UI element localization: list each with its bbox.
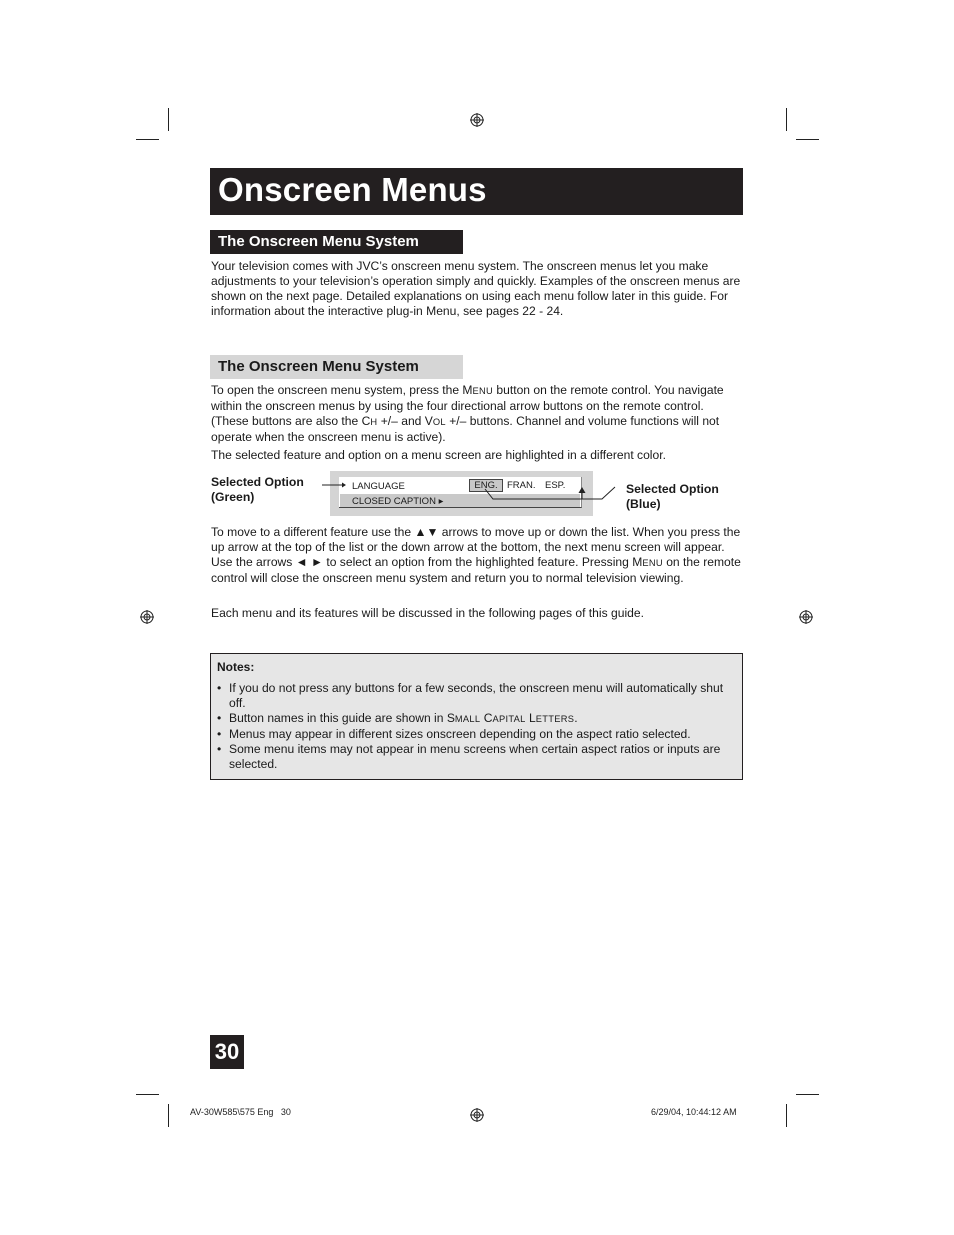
- navigation-paragraph: [211, 525, 743, 586]
- list-item: [217, 711, 729, 727]
- callout-leader-lines: [320, 475, 620, 505]
- notes-list: [217, 681, 729, 772]
- crop-mark: [168, 108, 169, 131]
- crop-mark: [136, 139, 159, 140]
- callout-line: (Blue): [626, 497, 661, 511]
- text-run: APITAL: [492, 714, 526, 724]
- text-run: H: [370, 417, 378, 427]
- crop-mark: [168, 1104, 169, 1127]
- list-item: • Menus may appear in different sizes onscreen depending on the aspect ratio selected.: [217, 727, 729, 742]
- text-run: To move to a different feature use the ▲▼ arrows to move up or down the list. When you press the up arrow at the top of the list or the down arrow at the bottom, the next menu screen will appear. Use the arrows ◄ ► to select an option from the highlighted feature. Pressing M: [211, 525, 741, 569]
- text-run: MALL: [454, 714, 481, 724]
- list-item: • Some menu items may not appear in menu screens when certain aspect ratios or inputs are selected.: [217, 742, 729, 772]
- text-run: ENU: [642, 558, 663, 568]
- callout-selected-blue: [626, 482, 719, 512]
- notes-box: [210, 653, 743, 780]
- notes-title: Notes:: [217, 660, 255, 674]
- text-run: CLOSED CAPTION: [352, 496, 436, 507]
- option-eng-selected: ENG.: [469, 479, 503, 492]
- text-run: ETTERS: [535, 714, 575, 724]
- text-run: OL: [432, 417, 446, 427]
- section-heading: [210, 230, 463, 254]
- registration-mark-icon: [799, 610, 813, 624]
- page-number: 30: [210, 1035, 244, 1069]
- callout-line: (Green): [211, 490, 255, 504]
- crop-mark: [796, 139, 819, 140]
- text-run: button on the remote control. You navigate within the onscreen menus by using the four directional arrow buttons on the remote control. (These buttons are also the C: [211, 383, 724, 428]
- callout-line: Selected Option: [211, 475, 304, 489]
- text-run: L: [525, 711, 536, 725]
- callout-line: Selected Option: [626, 482, 719, 496]
- text-run: on the remote control will close the onscreen menu system and return you to normal television viewing.: [211, 555, 741, 585]
- callout-selected-green: [211, 475, 304, 505]
- registration-mark-icon: [140, 610, 154, 624]
- footer-file-info: AV-30W585\575 Eng 30: [190, 1107, 291, 1117]
- text-run: .: [574, 711, 578, 725]
- right-triangle-icon: ▸: [438, 496, 444, 507]
- text-run: Button names in this guide are shown in S: [229, 711, 455, 725]
- intro-paragraph: Your television comes with JVC’s onscreen menu system. The onscreen menus let you make adjustments to your television’s operation simply and quickly. Examples of the onscreen menus are shown on the next page. Detailed explanations on using each menu follow later in this guide. For information about the interactive plug-in Menu, see pages 22 - 24.: [211, 259, 741, 318]
- registration-mark-icon: [470, 1108, 484, 1122]
- highlight-paragraph: The selected feature and option on a menu screen are highlighted in a different color.: [211, 448, 666, 462]
- footer-timestamp: 6/29/04, 10:44:12 AM: [651, 1107, 737, 1117]
- page-title-bar: [210, 168, 743, 215]
- text-run: C: [480, 711, 493, 725]
- text-run: ENU: [472, 386, 494, 396]
- page-title: Onscreen Menus: [218, 171, 487, 208]
- list-item: • If you do not press any buttons for a few seconds, the onscreen menu will automatically shut off.: [217, 681, 729, 711]
- crop-mark: [786, 1104, 787, 1127]
- menu-open-paragraph: [211, 383, 743, 445]
- text-run: To open the onscreen menu system, press the M: [211, 383, 473, 397]
- crop-mark: [136, 1094, 159, 1095]
- closing-paragraph: Each menu and its features will be discussed in the following pages of this guide.: [211, 606, 644, 620]
- registration-mark-icon: [470, 113, 484, 127]
- text-run: +/– buttons. Channel and volume functions will not operate when the onscreen menu is active).: [211, 414, 720, 444]
- menu-row-language: LANGUAGE: [352, 481, 405, 492]
- section-heading-label: The Onscreen Menu System: [218, 358, 419, 375]
- section-heading-label: The Onscreen Menu System: [218, 233, 419, 250]
- text-run: +/– and V: [377, 414, 433, 428]
- crop-mark: [796, 1094, 819, 1095]
- option-fran: FRAN.: [507, 480, 536, 491]
- section-heading: [210, 355, 463, 379]
- option-esp: ESP.: [545, 480, 566, 491]
- crop-mark: [786, 108, 787, 131]
